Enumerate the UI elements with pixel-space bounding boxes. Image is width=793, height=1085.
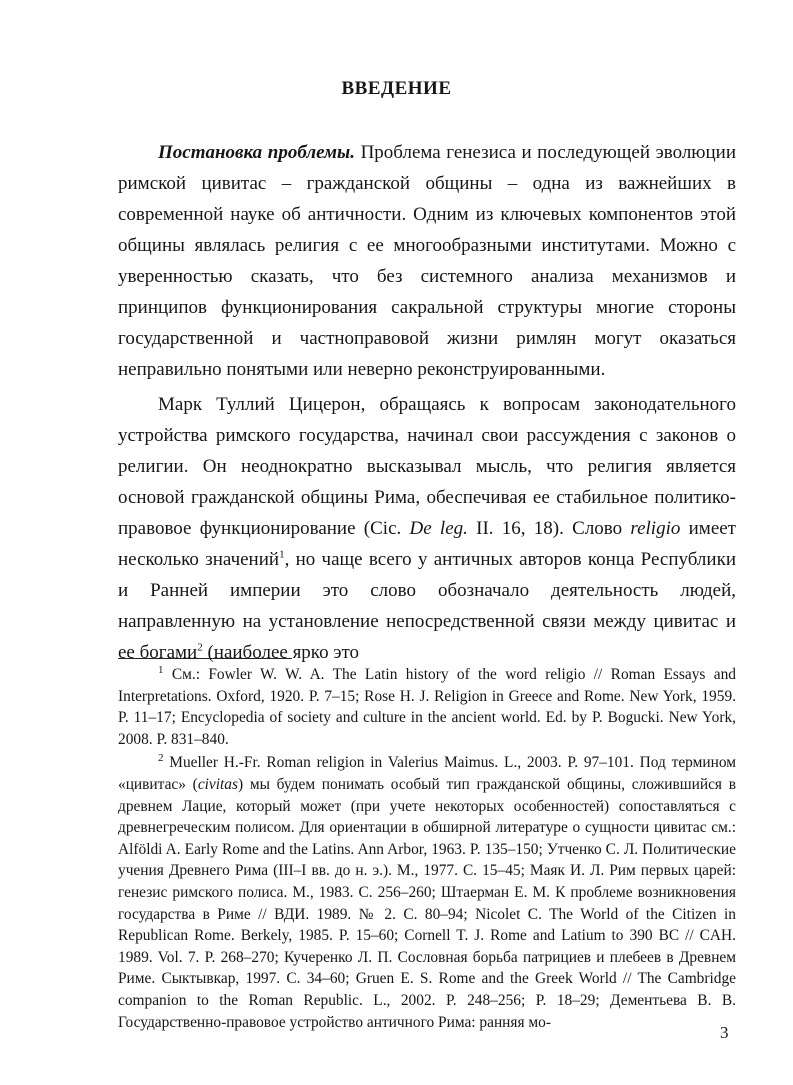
paragraph-text: имеет несколько значений bbox=[118, 518, 736, 570]
page-title: ВВЕДЕНИЕ bbox=[341, 78, 452, 99]
footnote-text: См.: Fowler W. W. A. The Latin history of the word religio // Roman Essays and Interpretations. Oxford, 1920. P. 7–15; Rose H. J. Religion in Greece and Rome. New York, 1959. P. 11–17; Encyclopedia of society and culture in the ancient world. Ed. by P. Bogucki. New York, 2008. P. 831–840. bbox=[118, 666, 736, 748]
page-number: 3 bbox=[720, 1023, 729, 1042]
footnote-text: ) мы будем понимать особый тип гражданской общины, сложившийся в древнем Лацие, который может (при учете некоторых особенностей) сопоставляться с древнегреческим полисом. Для ориентации в обширной литературе о сущности цивитас см.: Alföldi A. Early Rome and the Latins. Ann Arbor, 1963. P. 135–150; Утченко С. Л. Политические учения Древнего Рима (III–I вв. до н. э.). М., 1977. С. 15–45; Маяк И. Л. Рим первых царей: генезис римского полиса. М., 1983. С. 256–260; Штаерман Е. М. К проблеме возникновения государства в Риме // ВДИ. 1989. № 2. С. 80–94; Nicolet C. The World of the Citizen in Republican Rome. Berkely, 1985. P. 15–60; Cornell T. J. Rome and Latium to 390 BC // CAH. 1989. Vol. 7. P. 268–270; Кучеренко Л. П. Сословная борьба патрициев и плебеев в Древнем Риме. Сыктывкар, 1997. С. 34–60; Gruen E. S. Rome and the Greek World // The Cambridge companion to the Roman Republic. L., 2002. P. 248–256; P. 18–29; Дементьева В. В. Государственно-правовое устройство античного Рима: ранняя мо- bbox=[118, 775, 736, 1031]
citation-title: De leg. bbox=[409, 518, 468, 539]
footnote-mark: 1 bbox=[158, 663, 164, 676]
problem-statement-lead: Постановка проблемы. bbox=[158, 142, 355, 163]
footnote-text: Mueller H.-Fr. Roman religion in Valerius Maimus. L., 2003. P. 97–101. Под термином «цивитас» ( bbox=[118, 754, 736, 793]
footnote-separator bbox=[118, 658, 292, 659]
paragraph-text: Марк Туллий Цицерон, обращаясь к вопросам законодательного устройства римского государства, начинал свои рассуждения с законов о религии. Он неоднократно высказывал мысль, что религия является основой гражданской общины Рима, обеспечивая ее стабильное политико-правовое функционирование (Cic. bbox=[118, 394, 736, 539]
paragraph bbox=[118, 389, 736, 668]
latin-term: civitas bbox=[197, 775, 238, 793]
latin-term: religio bbox=[630, 518, 681, 539]
paragraph-text: , но чаще всего у античных авторов конца Республики и Ранней империи это слово обозначало деятельность людей, направленную на установление непосредственной связи между цивитас и ее богами bbox=[118, 549, 736, 663]
paragraph-text: Проблема генезиса и последующей эволюции римской цивитас – гражданской общины – одна из важнейших в современной науке об античности. Одним из ключевых компонентов этой общины являлась религия с ее многообразными институтами. Можно с уверенностью сказать, что без системного анализа механизмов и принципов функционирования сакральной структуры многие стороны государственной и частноправовой жизни римлян могут оказаться неправильно понятыми или неверно реконструированными. bbox=[118, 142, 736, 380]
footnote-ref[interactable]: 1 bbox=[279, 548, 285, 561]
paragraph-text: (наиболее ярко это bbox=[202, 642, 360, 663]
footnote bbox=[118, 752, 736, 1033]
footnote bbox=[118, 664, 736, 750]
paragraph bbox=[118, 137, 736, 385]
paragraph-text: II. 16, 18). Слово bbox=[467, 518, 631, 539]
footnote-mark: 2 bbox=[158, 752, 164, 765]
main-text bbox=[118, 137, 736, 668]
footnotes bbox=[118, 664, 736, 1033]
footnote-ref[interactable]: 2 bbox=[197, 641, 203, 654]
